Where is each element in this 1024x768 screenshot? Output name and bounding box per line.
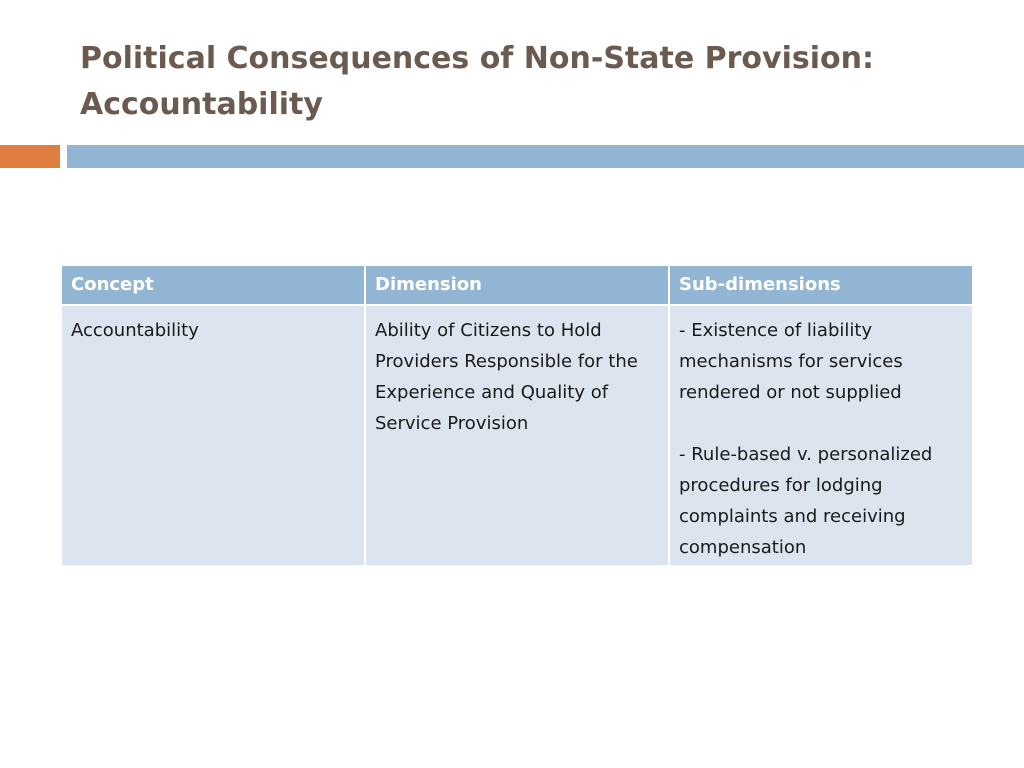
subdimension-spacer xyxy=(679,408,963,439)
cell-dimension: Ability of Citizens to Hold Providers Responsible for the Experience and Quality of Service Provision xyxy=(365,305,669,566)
cell-subdimensions xyxy=(669,305,973,566)
cell-concept: Accountability xyxy=(61,305,365,566)
slide-title-line-1: Political Consequences of Non-State Provision: xyxy=(80,41,874,76)
header-divider-bar xyxy=(67,145,1024,168)
concept-table xyxy=(60,264,974,567)
subdimension-item-1: - Existence of liability mechanisms for services rendered or not supplied xyxy=(679,320,903,403)
header-subdimensions: Sub-dimensions xyxy=(669,265,973,305)
slide-title xyxy=(80,36,980,128)
table-header-row xyxy=(61,265,973,305)
slide-title-line-2: Accountability xyxy=(80,87,323,122)
header-dimension: Dimension xyxy=(365,265,669,305)
table-row xyxy=(61,305,973,566)
accent-bar xyxy=(0,145,60,168)
header-concept: Concept xyxy=(61,265,365,305)
subdimension-item-2: - Rule-based v. personalized procedures for lodging complaints and receiving compensation xyxy=(679,444,933,558)
